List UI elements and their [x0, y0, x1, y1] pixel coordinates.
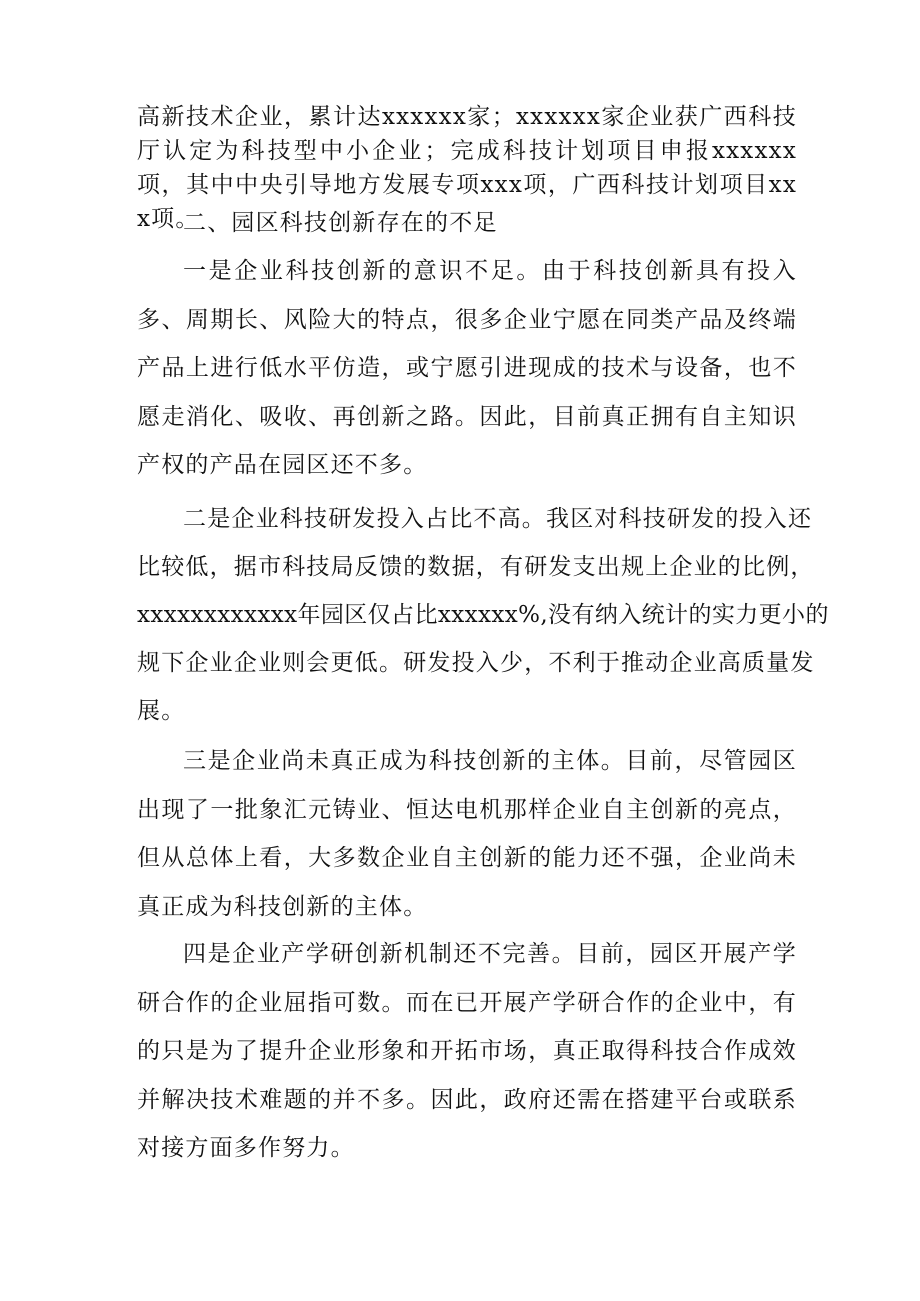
- paragraph-investment-line-4: 规下企业企业则会更低。研发投入少，不利于推动企业高质量发: [137, 650, 815, 676]
- paragraph-main-body: 三是企业尚未真正成为科技创新的主体。目前，尽管园区出现了一批象汇元铸业、恒达电机那样企业自主创新的亮点，但从总体上看，大多数企业自主创新的能力还不强，企业尚未真正成为科技创新的主体。: [137, 748, 797, 920]
- paragraph-cooperation: 四是企业产学研创新机制还不完善。目前，园区开展产学研合作的企业屈指可数。而在已开展产学研合作的企业中，有的只是为了提升企业形象和开拓市场，真正取得科技合作成效并解决技术难题的并不多。因此，政府还需在搭建平台或联系对接方面多作努力。: [137, 941, 797, 1161]
- section-heading: 二、园区科技创新存在的不足: [183, 210, 498, 236]
- paragraph-awareness: 一是企业科技创新的意识不足。由于科技创新具有投入多、周期长、风险大的特点，很多企业宁愿在同类产品及终端产品上进行低水平仿造，或宁愿引进现成的技术与设备，也不愿走消化、吸收、再创新之路。因此，目前真正拥有自主知识产权的产品在园区还不多。: [137, 258, 797, 478]
- paragraph-investment-line-1: 二是企业科技研发投入占比不高。我区对科技研发的投入还: [183, 506, 813, 532]
- lead-paragraph: 高新技术企业，累计达xxxxxx家；xxxxxx家企业获广西科技厅认定为科技型中小企业；完成科技计划项目申报xxxxxx项，其中中央引导地方发展专项xxx项，广西科技计划项目xxx项。: [137, 104, 797, 232]
- paragraph-investment-line-5: 展。: [137, 698, 186, 724]
- paragraph-investment-line-2: 比较低，据市科技局反馈的数据，有研发支出规上企业的比例，: [137, 554, 815, 580]
- paragraph-investment-line-3: xxxxxxxxxxxx年园区仅占比xxxxxx%,没有纳入统计的实力更小的: [137, 602, 829, 628]
